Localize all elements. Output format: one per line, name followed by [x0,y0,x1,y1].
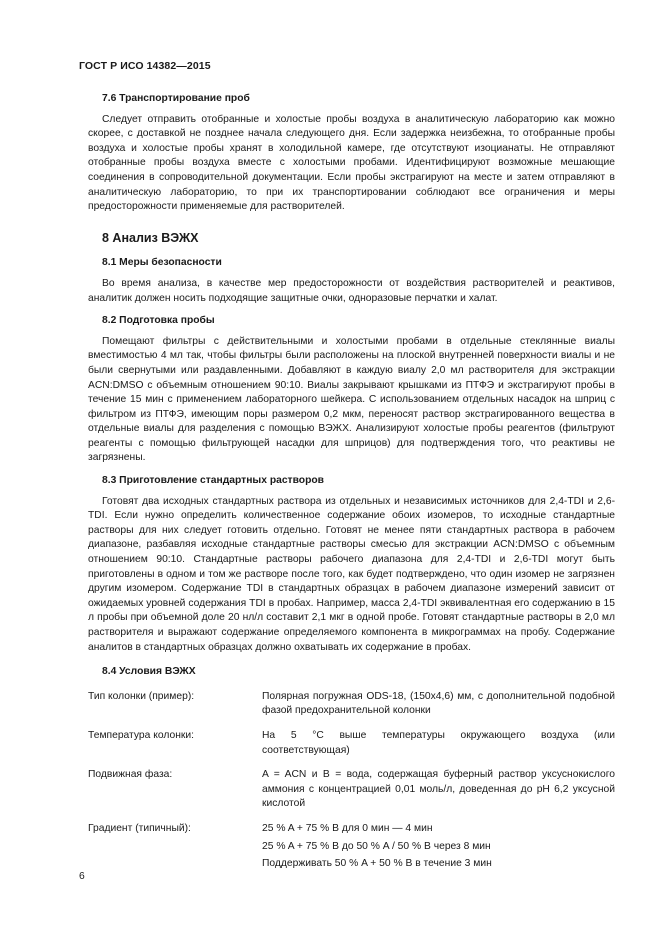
table-row [88,690,615,729]
gradient-line: 25 % A + 75 % B для 0 мин — 4 мин [262,822,433,834]
table-row [88,768,615,822]
section-8-4-title: 8.4 Условия ВЭЖХ [102,666,196,678]
section-8-3-paragraph: Готовят два исходных стандартных раствора из отдельных и независимых источников для 2,4-TDI и 2,6-TDI. Если нужно определить количественное содержание обоих изомеров, то исходные стандартные растворы для них следует готовить отдельно. Готовят не менее пяти стандартных раствора в рабочем диапазоне, разбавляя исходные стандартные растворы смесью для экстракции ACN:DMSO с объемным отношением 90:10. Стандартные растворы рабочего диапазона для 2,4-TDI и 2,6-TDI могут быть приготовлены в одном и том же растворе после того, как будет подтверждено, что один изомер не загрязнен другим изомером. Содержание TDI в стандартных образцах в рабочем диапазоне измерений зависит от ожидаемых уровней содержания TDI в пробах. Например, масса 2,4-TDI эквивалентная его содержанию в 15 л пробы при объемной доле 20 нл/л составит 2,1 мкг в одной пробе. Готовят стандартные растворы в 2,0 мл растворителя и выражают содержание определяемого компонента в микрограммах на пробу. Содержание аналитов в стандартных образцах должно охватывать их содержание в пробах. [88,495,615,653]
condition-value: На 5 °С выше температуры окружающего воздуха (или соответствующая) [262,729,615,756]
section-8-2-title: 8.2 Подготовка пробы [102,315,215,327]
hplc-conditions-table [88,690,615,885]
condition-label: Градиент (типичный): [88,822,191,834]
section-8-3-title: 8.3 Приготовление стандартных растворов [102,475,324,487]
condition-value: Полярная погружная ODS-18, (150x4,6) мм, с дополнительной подобной фазой предохранительной колонки [262,690,615,717]
section-8-1-title: 8.1 Меры безопасности [102,257,222,269]
table-row [88,729,615,768]
document-body [88,92,615,885]
gradient-line: Поддерживать 50 % A + 50 % B в течение 3 мин [262,858,492,870]
condition-label: Температура колонки: [88,729,195,741]
section-8-1-paragraph: Во время анализа, в качестве мер предосторожности от воздействия растворителей и реактивов, аналитик должен носить подходящие защитные очки, одноразовые перчатки и халат. [88,277,615,304]
table-row [88,822,615,885]
section-7-6-title: 7.6 Транспортирование проб [102,93,250,104]
gradient-values [262,822,615,885]
condition-value: A = ACN и B = вода, содержащая буферный раствор уксуснокислого аммония с концентрацией 0,01 моль/л, доведенная до pH 6,2 уксусной кислотой [262,769,615,810]
gradient-line: 25 % A + 75 % B до 50 % A / 50 % B через 8 мин [262,840,491,852]
condition-label: Тип колонки (пример): [88,690,195,702]
condition-label: Подвижная фаза: [88,769,173,781]
page-number: 6 [79,871,85,882]
section-7-6-paragraph: Следует отправить отобранные и холостые пробы воздуха в аналитическую лабораторию как можно скорее, с доставкой не позднее начала следующего дня. Если задержка неизбежна, то отобранные пробы воздуха и холостые пробы хранят в холодильной камере, где отсутствуют изоцианаты. Не отправляют отобранные пробы воздуха вместе с холостыми пробами. Идентифицируют возможные мешающие соединения в сопроводительной документации. Если пробы экстрагируют на месте и затем отправляют в аналитическую лабораторию, то при их транспортировании соблюдают все ограничения и меры предосторожности применяемые для растворителей. [88,113,615,213]
section-8-2-paragraph: Помещают фильтры с действительными и холостыми пробами в отдельные стеклянные виалы вместимостью 4 мл так, чтобы фильтры были расположены на плоской внутренней поверхности виалы и не были свернутыми или раздавленными. Добавляют в каждую виалу 2,0 мл растворителя для экстракции ACN:DMSO с объемным отношением 90:10. Виалы закрывают крышками из ПТФЭ и экстрагируют пробы в течение 15 мин с применением лабораторного шейкера. С использованием отдельных насадок на шприц с фильтром из ПТФЭ, имеющим поры размером 0,2 мкм, переносят раствор экстрагированного вещества в отдельные виалы для разделения с помощью ВЭЖХ. Анализируют холостые пробы реагентов (фильтруют реагенты с помощью фильтрующей насадки для шприцов) для подтверждения того, что реактивы не загрязнены. [88,335,615,464]
section-8-title: 8 Анализ ВЭЖХ [102,230,199,245]
document-standard-header: ГОСТ Р ИСО 14382—2015 [79,60,211,72]
